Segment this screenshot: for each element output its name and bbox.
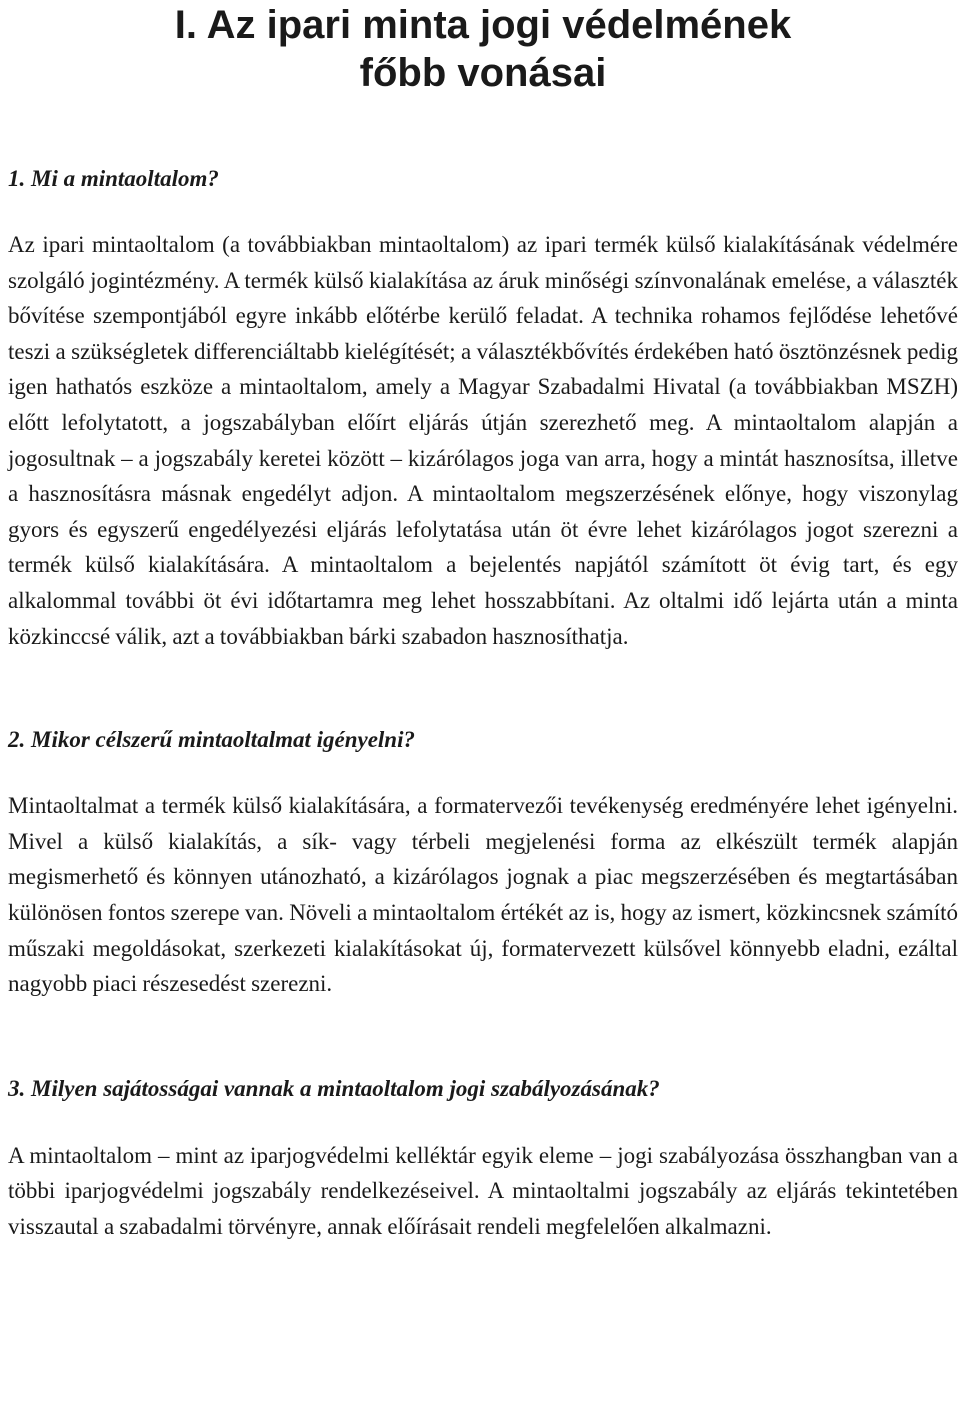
page-title-line-2: főbb vonásai	[359, 51, 607, 95]
page-title	[8, 0, 958, 97]
section-paragraph-3: A mintaoltalom – mint az iparjogvédelmi kelléktár egyik eleme – jogi szabályozása összhangban van a többi iparjogvédelmi jogszabály rendelkezéseivel. A mintaoltalmi jogszabály az eljárás tekintetében visszautal a szabadalmi törvényre, annak előírásait rendeli megfelelően alkalmazni.	[8, 1142, 958, 1239]
document-page	[8, 0, 958, 1244]
section-paragraph-2: Mintaoltalmat a termék külső kialakítására, a formatervezői tevékenység eredményére lehet igényelni. Mivel a külső kialakítás, a sík- vagy térbeli megjelenési forma az elkészült termék alapján megismerhető és könnyen utánozható, a kizárólagos jognak a piac megszerzésében és megtartásában különösen fontos szerepe van. Növeli a mintaoltalom értékét az is, hogy az ismert, közkincsnek számító műszaki megoldásokat, szerkezeti kialakításokat új, formatervezett külsővel könnyebb eladni, ezáltal nagyobb piaci részesedést szerezni.	[8, 793, 958, 997]
section-heading-2: 2. Mikor célszerű mintaoltalmat igényelni?	[8, 727, 415, 753]
section-paragraph-1: Az ipari mintaoltalom (a továbbiakban mintaoltalom) az ipari termék külső kialakításának védelmére szolgáló jogintézmény. A termék külső kialakítása az áruk minőségi színvonalának emelése, a választék bővítése szempontjából egyre inkább előtérbe kerülő feladat. A technika rohamos fejlődése lehetővé teszi a szükségletek differenciáltabb kielégítését; a választékbővítés érdekében ható ösztönzésnek pedig igen hathatós eszköze a mintaoltalom, amely a Magyar Szabadalmi Hivatal (a továbbiakban MSZH) előtt lefolytatott, a jogszabályban előírt eljárás útján szerezhető meg. A mintaoltalom alapján a jogosultnak – a jogszabály keretei között – kizárólagos joga van arra, hogy a mintát hasznosítsa, illetve a hasznosításra másnak engedélyt adjon. A mintaoltalom megszerzésének előnye, hogy viszonylag gyors és egyszerű engedélyezési eljárás lefolytatása után öt évre lehet kizárólagos jogot szerezni a termék külső kialakítására. A mintaoltalom a bejelentés napjától számított öt évig tart, és egy alkalommal további öt évi időtartamra meg lehet hosszabbítani. Az oltalmi idő lejárta után a minta közkinccsé válik, azt a továbbiakban bárki szabadon hasznosíthatja.	[8, 232, 958, 649]
page-title-line-1: I. Az ipari minta jogi védelmének	[174, 3, 792, 47]
section-heading-3: 3. Milyen sajátosságai vannak a mintaoltalom jogi szabályozásának?	[8, 1075, 660, 1101]
section-heading-1: 1. Mi a mintaoltalom?	[8, 166, 219, 191]
